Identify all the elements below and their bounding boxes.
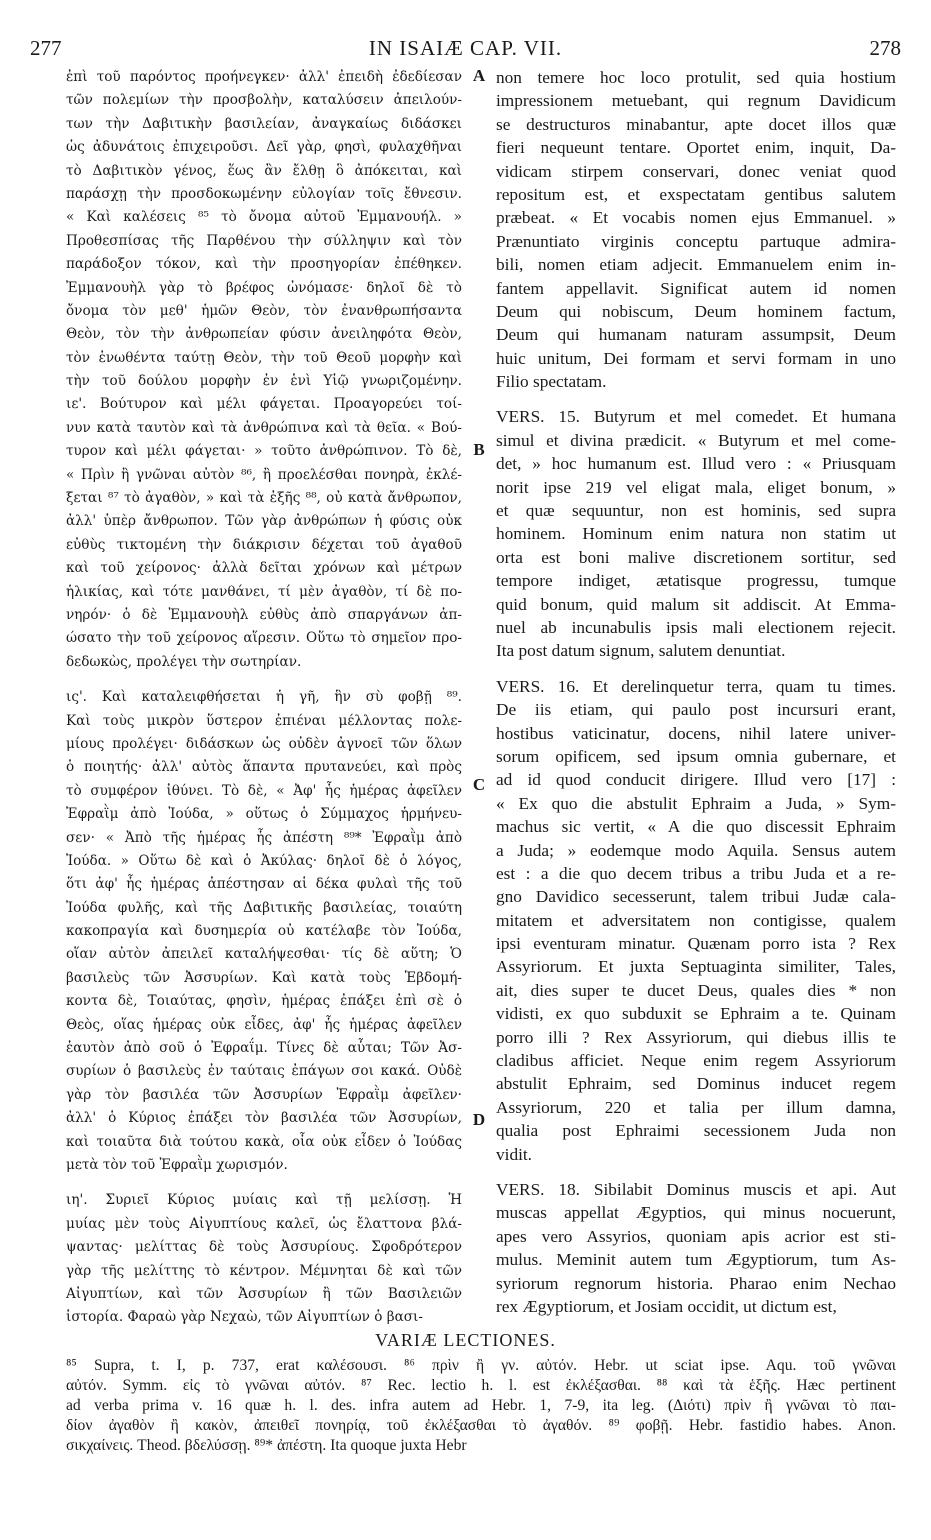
text-line: ἡλικίας, καὶ τότε μανθάνει, τί μὲν ἀγαθὸν, τί δὲ πο- bbox=[66, 583, 462, 600]
text-line: Αἰγυπτίων, καὶ τῶν Ἀσσυρίων ἢ τῶν Βασιλειῶν bbox=[66, 1285, 462, 1302]
margin-letter-c: C bbox=[472, 775, 486, 794]
text-line: παράσχῃ τὴν προσδοκωμένην εὐλογίαν τοῖς ἔθνεσιν. bbox=[66, 185, 462, 202]
text-line: bili, nomen etiam adjecit. Emmanuelem enim in- bbox=[496, 255, 896, 275]
text-line: se destructuros minabantur, apte docet illos quæ bbox=[496, 114, 896, 134]
text-line: Assyriorum. Et juxta Septuaginta similiter, Tales, bbox=[496, 957, 896, 977]
text-line: τὴν τοῦ δούλου μορφὴν ἐν ἑνὶ Υἱῷ γνωριζομένην. bbox=[66, 373, 462, 390]
text-line: impressionem metuebant, qui regnum Davidicum bbox=[496, 91, 896, 111]
text-line: Assyriorum, 220 et talia per illum damna, bbox=[496, 1097, 896, 1117]
text-line: et quæ sequuntur, non est hominis, sed supra bbox=[496, 501, 896, 521]
greek-column bbox=[66, 66, 462, 1330]
text-line: τυρον καὶ μέλι φάγεται· » τοῦτο ἀνθρώπινον. Τὸ δὲ, bbox=[66, 443, 462, 460]
text-line: VERS. 15. Butyrum et mel comedet. Et humana bbox=[496, 407, 896, 427]
text-line: quid bonum, quid malum sit addiscit. At Emma- bbox=[496, 594, 896, 614]
text-line: γὰρ τὸν βασιλέα τῶν Ἀσσυρίων Ἐφραῒμ ἀφεῖλεν· bbox=[66, 1086, 462, 1103]
text-line: VERS. 18. Sibilabit Dominus muscis et api. Aut bbox=[496, 1179, 896, 1199]
text-line: ἑαυτὸν ἀπὸ σοῦ ὁ Ἐφραΐμ. Τίνες δὲ αὗται; Τῶν Ἀσ- bbox=[66, 1040, 462, 1057]
section-gap bbox=[66, 674, 462, 686]
section-gap bbox=[66, 1177, 462, 1189]
text-line: Ἰούδα. » Οὕτω δὲ καὶ ὁ Ἀκύλας· δηλοῖ δὲ ὁ λόγος, bbox=[66, 852, 462, 869]
text-line: συρίων ὁ βασιλεὺς ἐν ταύταις ἐπάγων σοι κακά. Οὐδὲ bbox=[66, 1063, 462, 1080]
text-line: mulus. Meminit autem tum Ægyptiorum, tum As- bbox=[496, 1250, 896, 1270]
text-line: τὸν ἑνωθέντα ταύτῃ Θεὸν, τὴν τοῦ Θεοῦ μορφὴν καὶ bbox=[66, 349, 462, 366]
text-line: vidisti, ex quo subduxit se Ephraim a te. Quinam bbox=[496, 1004, 896, 1024]
text-line: μετὰ τὸν τοῦ Ἐφραῒμ χωρισμόν. bbox=[66, 1156, 288, 1173]
text-line: det, » hoc humanum est. Illud vero : « Priusquam bbox=[496, 454, 896, 474]
note-line: σικχαίνεις. Theod. βδελύσσῃ. ⁸⁹* ἀπέστη. Ita quoque juxta Hebr bbox=[66, 1437, 467, 1454]
text-line: σεν· « Ἀπὸ τῆς ἡμέρας ἧς ἀπέστη ⁸⁹* Ἐφραῒμ ἀπὸ bbox=[66, 829, 462, 846]
text-line: των τὴν Δαβιτικὴν βασιλείαν, ἀναγκαίως διδάσκει bbox=[66, 115, 462, 132]
section-gap bbox=[496, 1166, 896, 1178]
text-line: cladibus afficiet. Neque enim regem Assyriorum bbox=[496, 1051, 896, 1071]
text-line: κακοπραγία καὶ δυσημερία οὐ κατέλαβε τὸν Ἰούδα, bbox=[66, 923, 462, 940]
text-line: Filio spectatam. bbox=[496, 372, 607, 392]
text-line: καὶ τοῦ χείρονος· ἀλλὰ δεῖται χρόνων καὶ μέτρων bbox=[66, 560, 462, 577]
text-line: ξεται ⁸⁷ τὸ ἀγαθὸν, » καὶ τὰ ἑξῆς ⁸⁸, οὐ κατὰ ἄνθρωπον, bbox=[66, 490, 462, 507]
note-line: ad verba prima v. 16 quæ h. l. des. infra autem ad Hebr. 1, 7-9, ita leg. (Διότι) πρὶν ἢ γνῶναι τὸ παι- bbox=[66, 1397, 896, 1414]
text-line: porro illi ? Rex Assyriorum, qui diebus illis te bbox=[496, 1027, 896, 1047]
text-line: Ἰούδα φυλῆς, καὶ τῆς Δαβιτικῆς βασιλείας, τοιαύτη bbox=[66, 899, 462, 916]
text-line: rex Ægyptiorum, et Josiam occidit, ut dictum est, bbox=[496, 1296, 837, 1316]
text-line: κοντα δὲ, Τοιαύτας, φησὶν, ἡμέρας ἐπάξει ἐπὶ σὲ ὁ bbox=[66, 993, 462, 1010]
text-line: orta est boni malive discretionem sortitur, sed bbox=[496, 547, 896, 567]
text-line: εὐθὺς τικτομένη τὴν διάκρισιν δέχεται τοῦ ἀγαθοῦ bbox=[66, 536, 462, 553]
text-line: τὸ Δαβιτικὸν γένος, ἕως ἂν ἔλθῃ ὃ ἀπόκειται, καὶ bbox=[66, 162, 462, 179]
text-line: est : a die quo decem tribus a tribu Juda et a re- bbox=[496, 863, 896, 883]
text-line: Καὶ τοὺς μικρὸν ὕστερον ἐπιέναι μέλλοντας πολε- bbox=[66, 712, 462, 729]
text-line: fantem appellavit. Significat autem id nomen bbox=[496, 278, 896, 298]
note-line: δίον ἀγαθὸν ἢ κακὸν, ἀπειθεῖ πονηρίᾳ, τοῦ ἐκλέξασθαι τὸ ἀγαθόν. ⁸⁹ φοβῇ. Hebr. fastidio habes. Anon. bbox=[66, 1417, 896, 1434]
text-line: a Juda; » eodemque modo Aquila. Sensus autem bbox=[496, 840, 896, 860]
text-line: Ita post datum signum, salutem denuntiat. bbox=[496, 641, 786, 661]
text-line: ait, dies super te ducet Deus, quales dies * non bbox=[496, 980, 896, 1000]
text-line: ώσατο τὴν τοῦ χείρονος αἵρεσιν. Οὕτω τὸ σημεῖον προ- bbox=[66, 630, 462, 647]
text-line: Θεὸς, οἵας ἡμέρας οὐκ εἶδες, ἀφ' ἧς ἡμέρας ἀφεῖλεν bbox=[66, 1016, 462, 1033]
text-line: non temere hoc loco protulit, sed quia hostium bbox=[496, 68, 896, 87]
running-title: IN ISAIÆ CAP. VII. bbox=[368, 36, 563, 60]
text-line: « Ex quo die abstulit Ephraim a Juda, » Sym- bbox=[496, 793, 896, 813]
text-line: abstulit Ephraim, sed Dominus inducet regem bbox=[496, 1074, 896, 1094]
text-line: simul et divina prædicit. « Butyrum et mel come- bbox=[496, 430, 896, 450]
page-number-left: 277 bbox=[30, 36, 62, 60]
text-line: ὄνομα τὸν μεθ' ἡμῶν Θεὸν, τὸν ἐνανθρωπήσαντα bbox=[66, 302, 462, 319]
margin-letter-b: B bbox=[473, 440, 485, 459]
text-line: ιη'. Συριεῖ Κύριος μυίαις καὶ τῇ μελίσσῃ. Ἡ bbox=[66, 1192, 462, 1209]
text-line: tempore indiget, ætatisque progressu, tumque bbox=[496, 571, 896, 591]
text-line: « Καὶ καλέσεις ⁸⁵ τὸ ὄνομα αὐτοῦ Ἐμμανουήλ. » bbox=[66, 209, 462, 226]
section-gap bbox=[496, 393, 896, 405]
margin-letter-a: A bbox=[472, 66, 486, 85]
latin-column bbox=[496, 66, 896, 1318]
text-line: Deum qui humanam naturam assumpsit, Deum bbox=[496, 325, 896, 345]
margin-letter-d: D bbox=[472, 1110, 486, 1129]
text-line: ὅτι ἀφ' ἧς ἡμέρας ἀπέστησαν αἱ δέκα φυλαὶ τῆς τοῦ bbox=[66, 876, 462, 893]
text-line: Prænuntiato virginis conceptu partuque admira- bbox=[496, 231, 896, 251]
text-line: VERS. 16. Et derelinquetur terra, quam tu times. bbox=[496, 676, 896, 696]
text-line: vidit. bbox=[496, 1144, 533, 1164]
text-line: ις'. Καὶ καταλειφθήσεται ἡ γῆ, ἣν σὺ φοβῇ ⁸⁹. bbox=[66, 689, 462, 706]
text-line: γὰρ τῆς μελίττης τὸ κέντρον. Μέμνηται δὲ καὶ τῶν bbox=[66, 1262, 462, 1279]
text-line: De iis etiam, qui paulo post incursuri erant, bbox=[496, 700, 896, 720]
text-line: ipsi eventuram minatur. Quænam porro ista ? Rex bbox=[496, 934, 896, 954]
text-line: ad id quod conducit dirigere. Illud vero [17] : bbox=[496, 770, 896, 790]
text-line: παράδοξον τόκον, καὶ τὴν προσηγορίαν ἐπέθηκεν. bbox=[66, 256, 462, 273]
text-line: Προθεσπίσας τῆς Παρθένου τὴν σύλληψιν καὶ τὸν bbox=[66, 232, 462, 249]
text-line: syriorum regnorum historia. Pharao enim Nechao bbox=[496, 1273, 896, 1293]
text-line: ὡς ἀδυνάτοις ἐπιχειροῦσι. Δεῖ γὰρ, φησὶ, φυλαχθῆναι bbox=[66, 139, 462, 156]
text-line: Ἐφραῒμ ἀπὸ Ἰούδα, » οὕτως ὁ Σύμμαχος ἡρμήνευ- bbox=[66, 806, 462, 823]
text-line: muscas appellat Ægyptios, qui minus nocuerunt, bbox=[496, 1203, 896, 1223]
text-line: τῶν πολεμίων τὴν προσβολὴν, καταλύσειν ἀπειλούν- bbox=[66, 92, 462, 109]
variae-lectiones-notes bbox=[66, 1356, 896, 1456]
text-line: ιε'. Βούτυρον καὶ μέλι φάγεται. Προαγορεύει τοί- bbox=[66, 396, 462, 413]
note-line: ⁸⁵ Supra, t. I, p. 737, erat καλέσουσι. ⁸⁶ πρὶν ἢ γν. αὐτόν. Hebr. ut sciat ipse. Aqu. τοῦ γνῶναι bbox=[66, 1357, 896, 1374]
text-line: hominem. Hominum enim natura non statim ut bbox=[496, 524, 896, 544]
text-line: καὶ τοιαῦτα διὰ τούτου κακὰ, οἷα οὐκ εἶδεν ὁ Ἰούδας bbox=[66, 1133, 462, 1150]
text-line: Θεὸν, τὸν τὴν ἀνθρωπείαν φύσιν ἀνειληφότα Θεὸν, bbox=[66, 326, 462, 343]
text-line: machus sic vertit, « A die quo discessit Ephraim bbox=[496, 817, 896, 837]
variae-lectiones-title: VARIÆ LECTIONES. bbox=[375, 1330, 556, 1350]
text-line: hostibus vaticinatur, docens, nihil latere univer- bbox=[496, 723, 896, 743]
text-line: μυίας μὲν τοὺς Αἰγυπτίους καλεῖ, ὡς ἔλαττονα βλά- bbox=[66, 1215, 462, 1232]
text-line: præbeat. « Et vocabis nomen ejus Emmanuel. » bbox=[496, 208, 896, 228]
text-line: ἐπὶ τοῦ παρόντος προήνεγκεν· ἀλλ' ἐπειδὴ ἐδεδίεσαν bbox=[66, 69, 462, 85]
text-line: τὸ συμφέρον ἰθύνει. Τὸ δὲ, « Ἀφ' ἧς ἡμέρας ἀφεῖλεν bbox=[66, 782, 462, 799]
text-line: ἀλλ' ὁ Κύριος ἐπάξει τὸν βασιλέα τῶν Ἀσσυρίων, bbox=[66, 1110, 462, 1127]
text-line: μίους προλέγει· διδάσκων ὡς οὐδὲν ἀγνοεῖ τῶν ὅλων bbox=[66, 735, 462, 752]
text-line: οἵαν αὐτὸν ἀπειλεῖ καταλήψεσθαι· τίς δὲ αὕτη; Ὁ bbox=[66, 946, 462, 963]
text-line: ψαντας· μελίττας δὲ τοὺς Ἀσσυρίους. Σφοδρότερον bbox=[66, 1239, 462, 1256]
text-line: ἱστορία. Φαραὼ γὰρ Νεχαὼ, τῶν Αἰγυπτίων ὁ βασι- bbox=[66, 1309, 423, 1326]
text-line: mitatem et adversitatem non contigisse, qualem bbox=[496, 910, 896, 930]
text-line: ὁ ποιητής· ἀλλ' αὐτὸς ἅπαντα πρυτανεύει, καὶ πρὸς bbox=[66, 759, 462, 776]
text-line: νηρόν· ὁ δὲ Ἐμμανουὴλ εὐθὺς ἀπὸ σπαργάνων ἀπ- bbox=[66, 606, 462, 623]
text-line: nuel ab incunabulis ipsis mali electionem rejecit. bbox=[496, 617, 896, 637]
running-header bbox=[30, 36, 901, 66]
text-line: ἀλλ' ὑπὲρ ἄνθρωπον. Τῶν γὰρ ἀνθρώπων ἡ φύσις οὐκ bbox=[66, 513, 462, 530]
text-line: vidicam stirpem conservari, donec veniat quod bbox=[496, 161, 896, 181]
text-line: huic unitum, Dei formam et servi formam in uno bbox=[496, 348, 896, 368]
text-line: βασιλεὺς τῶν Ἀσσυρίων. Καὶ κατὰ τοὺς Ἑβδομή- bbox=[66, 969, 462, 986]
text-line: fieri nequeunt tentare. Oportet enim, inquit, Da- bbox=[496, 138, 896, 158]
text-line: νυν κατὰ ταυτὸν καὶ τὰ ἀνθρώπινα καὶ τὰ θεῖα. « Βού- bbox=[66, 419, 462, 436]
text-line: repositum est, et exspectatam gentibus salutem bbox=[496, 184, 896, 204]
text-line: Deum qui nobiscum, Deum hominem factum, bbox=[496, 301, 896, 321]
page-number-right: 278 bbox=[869, 36, 901, 60]
text-line: δεδωκὼς, προλέγει τὴν σωτηρίαν. bbox=[66, 653, 302, 670]
text-line: gno Davidico secesserunt, talem tribui Judæ cala- bbox=[496, 887, 896, 907]
text-line: Ἐμμανουὴλ γὰρ τὸ βρέφος ὠνόμασε· δηλοῖ δὲ τὸ bbox=[66, 279, 462, 296]
text-line: norit ipse 219 vel eligat mala, eliget bonum, » bbox=[496, 477, 896, 497]
note-line: αὐτόν. Symm. εἰς τὸ γνῶναι αὐτόν. ⁸⁷ Rec. lectio h. l. est ἐκλέξασθαι. ⁸⁸ καὶ τὰ ἑξῆς. Hæc pertinent bbox=[66, 1377, 896, 1394]
section-gap bbox=[496, 663, 896, 675]
text-line: sorum opificem, sed ipsum omnia gubernare, et bbox=[496, 746, 896, 766]
text-line: « Πρὶν ἢ γνῶναι αὐτὸν ⁸⁶, ἢ προελέσθαι πονηρὰ, ἐκλέ- bbox=[66, 466, 462, 483]
text-line: apes vero Assyrios, quoniam apis acrior est sti- bbox=[496, 1226, 896, 1246]
text-line: qualia post Ephraimi secessionem Juda non bbox=[496, 1121, 896, 1141]
